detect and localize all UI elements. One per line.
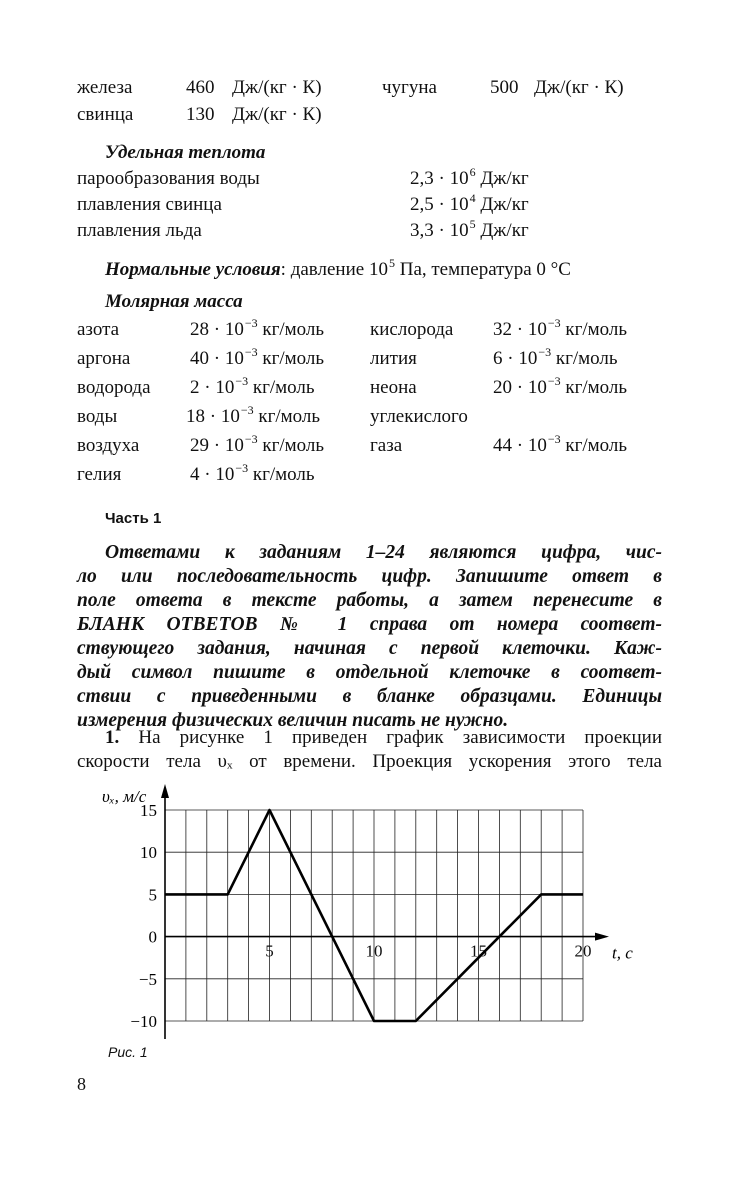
latent-heat-name-1: плавления свинца xyxy=(77,194,222,215)
molar-left-name-5: гелия xyxy=(77,464,122,485)
specific-heat-name-0: железа xyxy=(77,77,133,98)
normal-conditions-line: Нормальные условия: давление $10^5$ Па, температура 0 °С xyxy=(105,256,571,280)
specific-heat-value-1: 130 xyxy=(186,104,215,125)
task-1 xyxy=(77,726,662,774)
specific-heat-unit-1: Дж/(кг · К) xyxy=(232,104,322,125)
instruction-line: ствии с приведенными в бланке образцами. Единицы xyxy=(77,686,662,707)
specific-heat-unit-right: Дж/(кг · К) xyxy=(534,77,624,98)
latent-heat-value-0: $2,3 \cdot 10^6$ Дж/кг xyxy=(410,165,529,189)
molar-left-value-3: $18 \cdot 10^{-3}$ кг/моль xyxy=(186,403,321,427)
molar-right-value-1: $6 \cdot 10^{-3}$ кг/моль xyxy=(493,345,618,369)
x-axis-arrow xyxy=(595,933,609,941)
instruction-line: дый символ пишите в отдельной клеточке в соответ- xyxy=(77,662,662,683)
task-number: 1. xyxy=(105,727,120,748)
instruction-line: Ответами к заданиям 1–24 являются цифра, чис- xyxy=(105,542,662,563)
chart-grid xyxy=(165,810,583,1021)
specific-heat-value-right: 500 xyxy=(490,77,519,98)
molar-left-value-2: $2 \cdot 10^{-3}$ кг/моль xyxy=(190,374,315,398)
y-axis-label: υₓ, м/с xyxy=(102,787,147,806)
specific-heat-unit-0: Дж/(кг · К) xyxy=(232,77,322,98)
molar-left-name-2: водорода xyxy=(77,377,151,398)
task-line-1: На рисунке 1 приведен график зависимости проекции xyxy=(138,727,662,748)
exponent: 4 xyxy=(469,191,476,205)
chart-ticks xyxy=(130,801,591,1031)
y-axis-arrow xyxy=(161,784,169,798)
exponent: 6 xyxy=(469,165,476,179)
y-tick-label: −5 xyxy=(138,969,157,989)
latent-heat-name-0: парообразования воды xyxy=(77,168,260,189)
molar-left-name-4: воздуха xyxy=(77,435,140,456)
molar-right-name-0: кислорода xyxy=(370,319,454,340)
molar-right-value-0: $32 \cdot 10^{-3}$ кг/моль xyxy=(493,316,628,340)
latent-heat-value-2: $3,3 \cdot 10^5$ Дж/кг xyxy=(410,217,529,241)
molar-left-value-5: $4 \cdot 10^{-3}$ кг/моль xyxy=(190,461,315,485)
molar-left-name-0: азота xyxy=(77,319,120,340)
exponent: 5 xyxy=(469,217,476,231)
specific-heat-value-0: 460 xyxy=(186,77,215,98)
instructions-block xyxy=(77,541,662,733)
instruction-line: измерения физических величин писать не нужно. xyxy=(77,710,509,731)
y-tick-label: 0 xyxy=(148,927,157,947)
exponent: 5 xyxy=(388,256,395,270)
x-tick-label: 10 xyxy=(365,941,383,961)
y-tick-label: −10 xyxy=(130,1012,157,1031)
molar-right-name-3: углекислого xyxy=(370,406,468,427)
molar-left-name-3: воды xyxy=(77,406,118,427)
molar-right-value-4: $44 \cdot 10^{-3}$ кг/моль xyxy=(493,432,628,456)
instruction-line: поле ответа в тексте работы, а затем перенесите в xyxy=(77,590,662,611)
y-tick-label: 5 xyxy=(148,885,157,905)
molar-right-name-2: неона xyxy=(370,377,417,398)
molar-left-name-1: аргона xyxy=(77,348,131,369)
molar-left-value-0: $28 \cdot 10^{-3}$ кг/моль xyxy=(190,316,325,340)
x-tick-label: 5 xyxy=(265,941,274,961)
x-axis-label: t, с xyxy=(612,943,633,963)
latent-heat-value-1: $2,5 \cdot 10^4$ Дж/кг xyxy=(410,191,529,215)
chart-series xyxy=(165,810,583,1021)
part-title: Часть 1 xyxy=(105,510,162,527)
latent-heat-name-2: плавления льда xyxy=(77,220,202,241)
chart-axes xyxy=(161,784,609,1039)
x-tick-label: 15 xyxy=(470,941,487,961)
molar-left-value-4: $29 \cdot 10^{-3}$ кг/моль xyxy=(190,432,325,456)
instruction-line: БЛАНК ОТВЕТОВ № 1 справа от номера соответ- xyxy=(77,614,662,635)
latent-heat-title: Удельная теплота xyxy=(105,142,266,163)
normal-conditions-title: Нормальные условия xyxy=(105,259,281,280)
velocity-series-line xyxy=(165,810,583,1021)
page-number: 8 xyxy=(77,1074,86,1094)
specific-heat-name-1: свинца xyxy=(77,104,134,125)
molar-right-value-2: $20 \cdot 10^{-3}$ кг/моль xyxy=(493,374,628,398)
instruction-line: ствующего задания, начиная с первой клеточки. Каж- xyxy=(77,638,662,659)
molar-left-value-1: $40 \cdot 10^{-3}$ кг/моль xyxy=(190,345,325,369)
molar-mass-title: Молярная масса xyxy=(105,291,243,312)
task-line-2: скорости тела υₓ от времени. Проекция ускорения этого тела xyxy=(77,751,662,772)
molar-right-name-1: лития xyxy=(370,348,417,369)
specific-heat-name-right: чугуна xyxy=(382,77,437,98)
x-tick-label: 20 xyxy=(574,941,592,961)
instruction-line: ло или последовательность цифр. Запишите ответ в xyxy=(77,566,662,587)
y-tick-label: 15 xyxy=(140,801,157,820)
figure-caption: Рис. 1 xyxy=(108,1044,148,1060)
y-tick-label: 10 xyxy=(140,843,157,863)
molar-right-name-4: газа xyxy=(370,435,403,456)
